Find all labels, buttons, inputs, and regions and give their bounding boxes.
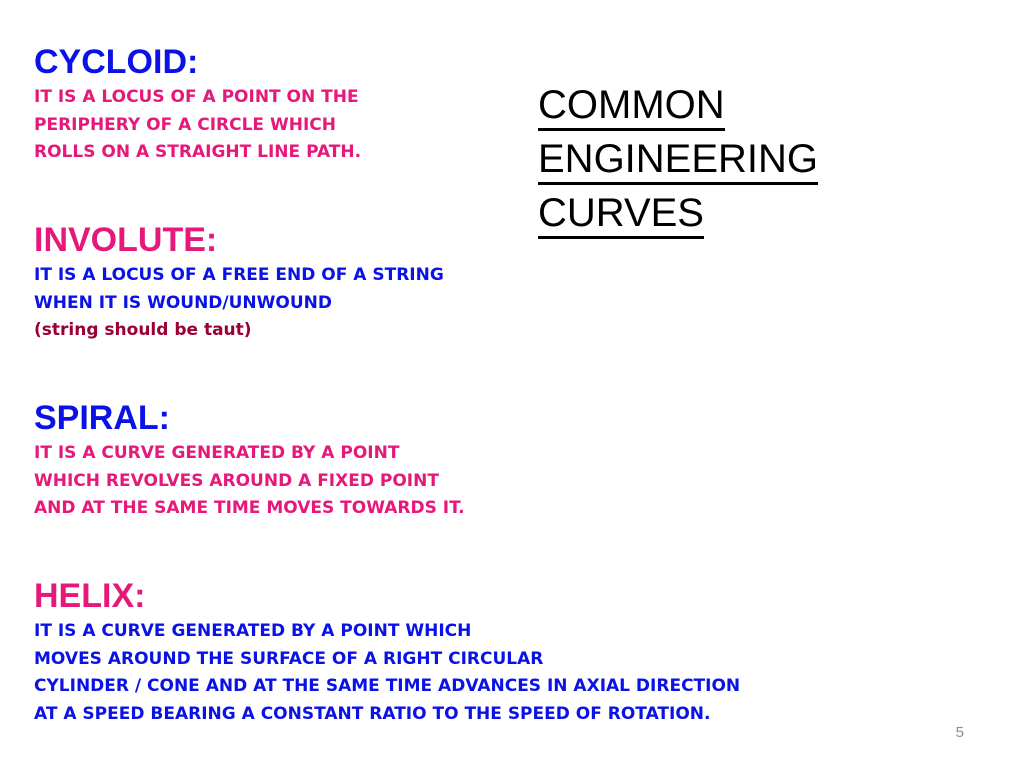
cycloid-line-3: ROLLS ON A STRAIGHT LINE PATH. xyxy=(34,142,362,162)
section-involute xyxy=(34,220,444,345)
cycloid-line-2: PERIPHERY OF A CIRCLE WHICH xyxy=(34,114,336,135)
spiral-heading: SPIRAL: xyxy=(34,399,170,437)
helix-description xyxy=(34,618,740,728)
helix-line-2: MOVES AROUND THE SURFACE OF A RIGHT CIRCULAR xyxy=(34,648,544,669)
cycloid-line-1: IT IS A LOCUS OF A POINT ON THE xyxy=(34,87,359,107)
slide-number: 5 xyxy=(955,724,964,741)
cycloid-heading: CYCLOID: xyxy=(34,43,199,81)
cycloid-description xyxy=(34,84,361,167)
involute-description xyxy=(34,262,444,345)
spiral-description xyxy=(34,440,465,523)
involute-line-1: IT IS A LOCUS OF A FREE END OF A STRING xyxy=(34,265,444,285)
title-line-1 xyxy=(538,78,818,132)
section-cycloid xyxy=(34,42,361,167)
helix-heading: HELIX: xyxy=(34,577,146,615)
title-line-3 xyxy=(538,186,818,240)
involute-line-2: WHEN IT IS WOUND/UNWOUND xyxy=(34,292,332,313)
title-text-1: COMMON xyxy=(538,83,725,131)
helix-line-3: CYLINDER / CONE AND AT THE SAME TIME ADVANCES IN AXIAL DIRECTION xyxy=(34,676,741,696)
title-text-3: CURVES xyxy=(538,191,704,239)
involute-heading: INVOLUTE: xyxy=(34,221,218,259)
spiral-line-3: AND AT THE SAME TIME MOVES TOWARDS IT. xyxy=(34,498,465,518)
section-spiral xyxy=(34,398,465,523)
spiral-line-1: IT IS A CURVE GENERATED BY A POINT xyxy=(34,443,400,463)
involute-note: (string should be taut) xyxy=(34,320,252,340)
helix-line-1: IT IS A CURVE GENERATED BY A POINT WHICH xyxy=(34,621,472,641)
title-line-2 xyxy=(538,132,818,186)
title-text-2: ENGINEERING xyxy=(538,137,818,185)
spiral-line-2: WHICH REVOLVES AROUND A FIXED POINT xyxy=(34,470,439,491)
section-helix xyxy=(34,576,740,728)
helix-line-4: AT A SPEED BEARING A CONSTANT RATIO TO THE SPEED OF ROTATION. xyxy=(34,703,711,724)
slide-title xyxy=(538,78,818,240)
